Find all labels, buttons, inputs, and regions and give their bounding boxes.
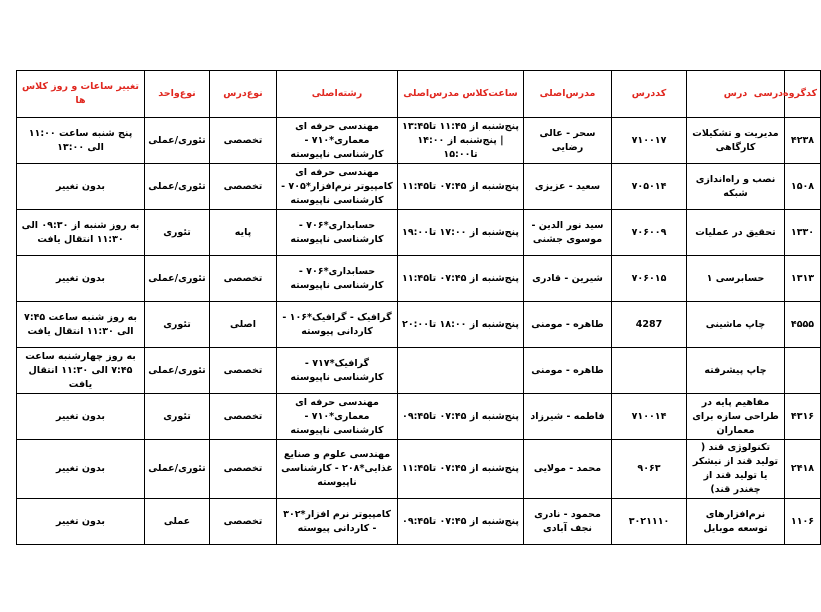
- cell-major: مهندسی حرفه ای کامپیوتر نرم‌افزار*۷۰۵ - کارشناسی ناپیوسته: [277, 164, 398, 210]
- cell-teacher: طاهره - مومنی: [524, 302, 612, 348]
- cell-unit-type: تئوری/عملی: [145, 164, 210, 210]
- cell-teacher: سید نور الدین - موسوی جشنی: [524, 210, 612, 256]
- cell-group-code: ۲۴۱۸: [785, 440, 821, 499]
- cell-major: مهندسی علوم و صنایع غذایی*۲۰۸ - کارشناسی ناپیوسته: [277, 440, 398, 499]
- cell-change: بدون تغییر: [17, 499, 145, 545]
- cell-course-type: تخصصی: [210, 440, 277, 499]
- cell-change: به روز شنبه ساعت ۷:۴۵ الی ۱۱:۳۰ انتقال یافت: [17, 302, 145, 348]
- cell-group-code: [785, 348, 821, 394]
- header-course-type: نوع‌درس: [210, 71, 277, 118]
- cell-major: گرافیک*۷۱۷ - کارشناسی ناپیوسته: [277, 348, 398, 394]
- cell-class-time: پنج‌شنبه از ۰۷:۴۵ تا۰۹:۴۵: [398, 499, 524, 545]
- cell-course: مدیریت و تشکیلات کارگاهی: [687, 118, 785, 164]
- cell-class-time: [398, 348, 524, 394]
- cell-course-code: 4287: [612, 302, 687, 348]
- cell-course-code: [612, 348, 687, 394]
- cell-group-code: ۱۳۱۳: [785, 256, 821, 302]
- cell-teacher: سحر - عالی رضایی: [524, 118, 612, 164]
- header-change: تغییر ساعات و روز کلاس ها: [17, 71, 145, 118]
- cell-teacher: محمود - نادری نجف آبادی: [524, 499, 612, 545]
- table-row: [17, 348, 821, 394]
- header-group-code: کدگروه‌درسی: [785, 71, 821, 118]
- cell-course-code: ۳۰۲۱۱۱۰: [612, 499, 687, 545]
- cell-unit-type: تئوری: [145, 394, 210, 440]
- cell-major: کامپیوتر نرم افزار*۳۰۲ - کاردانی پیوسته: [277, 499, 398, 545]
- cell-group-code: ۱۱۰۶: [785, 499, 821, 545]
- cell-class-time: پنج‌شنبه از ۱۱:۴۵ تا۱۳:۴۵ | پنج‌شنبه از ۱۴:۰۰ تا۱۵:۰۰: [398, 118, 524, 164]
- cell-course-type: تخصصی: [210, 118, 277, 164]
- cell-course-code: ۷۰۵۰۱۴: [612, 164, 687, 210]
- cell-class-time: پنج‌شنبه از ۰۷:۴۵ تا۰۹:۴۵: [398, 394, 524, 440]
- cell-course-code: ۷۱۰۰۱۷: [612, 118, 687, 164]
- cell-change: پنج شنبه ساعت ۱۱:۰۰ الی ۱۳:۰۰: [17, 118, 145, 164]
- cell-teacher: شیرین - قادری: [524, 256, 612, 302]
- cell-course-type: پایه: [210, 210, 277, 256]
- header-course-code: کددرس: [612, 71, 687, 118]
- cell-group-code: ۱۳۳۰: [785, 210, 821, 256]
- table-row: [17, 499, 821, 545]
- cell-teacher: محمد - مولایی: [524, 440, 612, 499]
- cell-major: حسابداری*۷۰۶ - کارشناسی ناپیوسته: [277, 256, 398, 302]
- table-row: [17, 256, 821, 302]
- cell-change: به روز شنبه از ۰۹:۳۰ الی ۱۱:۳۰ انتقال یافت: [17, 210, 145, 256]
- header-class-time: ساعت‌کلاس مدرس‌اصلی: [398, 71, 524, 118]
- table-row: [17, 394, 821, 440]
- cell-teacher: سعید - عزیزی: [524, 164, 612, 210]
- cell-course-type: تخصصی: [210, 164, 277, 210]
- cell-course-code: ۹۰۶۳: [612, 440, 687, 499]
- header-course: درس: [687, 71, 785, 118]
- cell-course-code: ۷۰۶۰۰۹: [612, 210, 687, 256]
- cell-teacher: طاهره - مومنی: [524, 348, 612, 394]
- cell-course: تحقیق در عملیات: [687, 210, 785, 256]
- table-row: [17, 210, 821, 256]
- schedule-table: [16, 70, 821, 545]
- cell-change: بدون تغییر: [17, 394, 145, 440]
- cell-unit-type: تئوری/عملی: [145, 440, 210, 499]
- cell-class-time: پنج‌شنبه از ۰۷:۴۵ تا۱۱:۴۵: [398, 440, 524, 499]
- cell-class-time: پنج‌شنبه از ۰۷:۴۵ تا۱۱:۴۵: [398, 164, 524, 210]
- cell-course: مفاهیم پایه در طراحی سازه برای معماران: [687, 394, 785, 440]
- cell-class-time: پنج‌شنبه از ۱۷:۰۰ تا۱۹:۰۰: [398, 210, 524, 256]
- cell-class-time: پنج‌شنبه از ۱۸:۰۰ تا۲۰:۰۰: [398, 302, 524, 348]
- cell-course-type: تخصصی: [210, 256, 277, 302]
- cell-unit-type: تئوری/عملی: [145, 348, 210, 394]
- cell-course: نصب و راه‌اندازی شبکه: [687, 164, 785, 210]
- cell-unit-type: تئوری/عملی: [145, 118, 210, 164]
- cell-major: گرافیک - گرافیک*۱۰۶ - کاردانی پیوسته: [277, 302, 398, 348]
- cell-unit-type: تئوری: [145, 302, 210, 348]
- table-row: [17, 164, 821, 210]
- cell-unit-type: تئوری: [145, 210, 210, 256]
- cell-class-time: پنج‌شنبه از ۰۷:۴۵ تا۱۱:۴۵: [398, 256, 524, 302]
- cell-major: مهندسی حرفه ای معماری*۷۱۰ - کارشناسی ناپیوسته: [277, 394, 398, 440]
- cell-course: چاپ پیشرفته: [687, 348, 785, 394]
- table-row: [17, 118, 821, 164]
- cell-group-code: ۴۲۳۸: [785, 118, 821, 164]
- cell-change: بدون تغییر: [17, 256, 145, 302]
- cell-major: حسابداری*۷۰۶ - کارشناسی ناپیوسته: [277, 210, 398, 256]
- cell-course: چاپ ماشینی: [687, 302, 785, 348]
- cell-course-type: تخصصی: [210, 499, 277, 545]
- header-unit-type: نوع‌واحد: [145, 71, 210, 118]
- cell-change: بدون تغییر: [17, 440, 145, 499]
- cell-teacher: فاطمه - شیرزاد: [524, 394, 612, 440]
- header-teacher: مدرس‌اصلی: [524, 71, 612, 118]
- header-major: رشته‌اصلی: [277, 71, 398, 118]
- cell-course-type: اصلی: [210, 302, 277, 348]
- cell-course-code: ۷۱۰۰۱۴: [612, 394, 687, 440]
- cell-unit-type: عملی: [145, 499, 210, 545]
- cell-course: تکنولوژی قند ( تولید قند از نیشکر یا تولید قند از چغندر قند): [687, 440, 785, 499]
- cell-change: به روز چهارشنبه ساعت ۷:۴۵ الی ۱۱:۳۰ انتقال یافت: [17, 348, 145, 394]
- cell-course-type: تخصصی: [210, 348, 277, 394]
- cell-course-code: ۷۰۶۰۱۵: [612, 256, 687, 302]
- cell-unit-type: تئوری/عملی: [145, 256, 210, 302]
- cell-course-type: تخصصی: [210, 394, 277, 440]
- cell-group-code: ۱۵۰۸: [785, 164, 821, 210]
- cell-group-code: ۴۵۵۵: [785, 302, 821, 348]
- cell-change: بدون تغییر: [17, 164, 145, 210]
- table-row: [17, 440, 821, 499]
- header-row: [17, 71, 821, 118]
- cell-course: نرم‌افزارهای توسعه موبایل: [687, 499, 785, 545]
- cell-major: مهندسی حرفه ای معماری*۷۱۰ - کارشناسی ناپیوسته: [277, 118, 398, 164]
- table-row: [17, 302, 821, 348]
- cell-group-code: ۴۳۱۶: [785, 394, 821, 440]
- cell-course: حسابرسی ۱: [687, 256, 785, 302]
